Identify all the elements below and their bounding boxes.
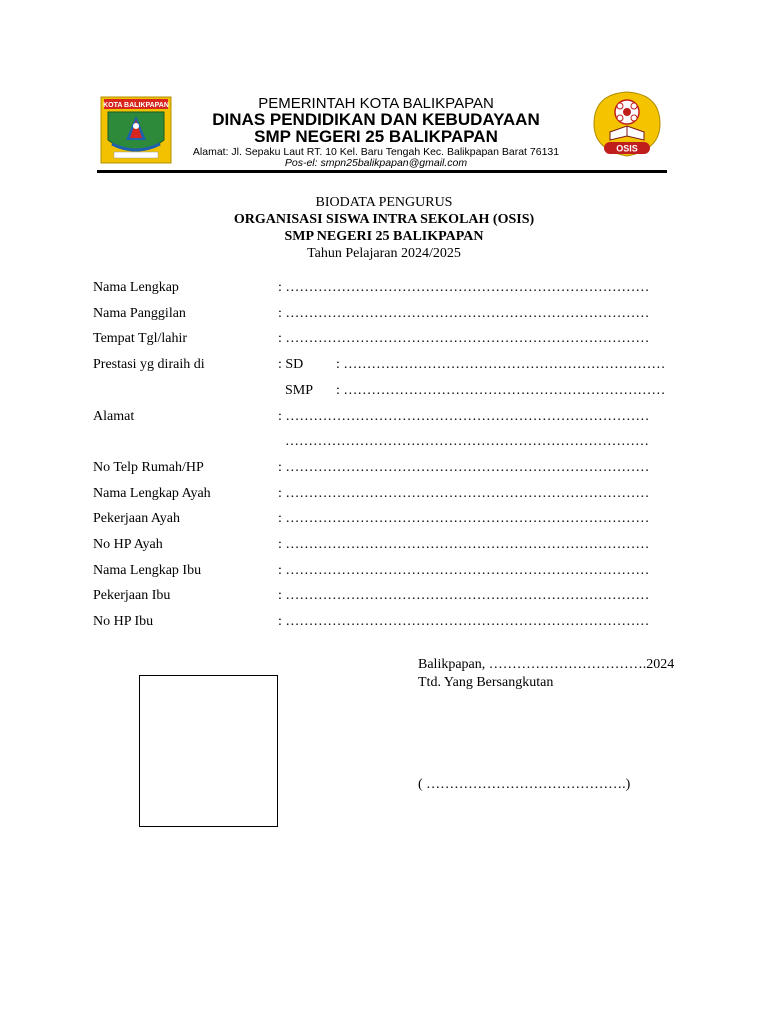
letterhead-email: Pos-el: smpn25balikpapan@gmail.com xyxy=(284,157,468,169)
signature-place-date: Balikpapan, …………………………….2024 xyxy=(418,657,675,672)
field-alamat-line1[interactable]: : …………………………………………………………………… xyxy=(278,409,650,424)
letterhead-department: DINAS PENDIDIKAN DAN KEBUDAYAAN xyxy=(212,110,540,129)
field-no-hp-ayah[interactable]: : …………………………………………………………………… xyxy=(278,537,650,552)
doc-title-line2: ORGANISASI SISWA INTRA SEKOLAH (OSIS) xyxy=(233,212,535,227)
label-no-hp-ayah: No HP Ayah xyxy=(93,537,163,552)
field-no-telp[interactable]: : …………………………………………………………………… xyxy=(278,460,650,475)
field-no-hp-ibu[interactable]: : …………………………………………………………………… xyxy=(278,614,650,629)
doc-title-year: Tahun Pelajaran 2024/2025 xyxy=(307,246,461,261)
doc-title-line1: BIODATA PENGURUS xyxy=(315,195,453,210)
field-nama-ibu[interactable]: : …………………………………………………………………… xyxy=(278,563,650,578)
photo-placeholder-box xyxy=(139,675,278,827)
label-pekerjaan-ayah: Pekerjaan Ayah xyxy=(93,511,180,526)
label-tempat-tgl-lahir: Tempat Tgl/lahir xyxy=(93,331,188,346)
label-prestasi-smp: SMP xyxy=(285,383,314,398)
label-alamat: Alamat xyxy=(93,409,135,424)
label-prestasi: Prestasi yg diraih di xyxy=(93,357,205,372)
osis-logo xyxy=(590,88,664,160)
label-pekerjaan-ibu: Pekerjaan Ibu xyxy=(93,588,171,603)
left-logo-text: KOTA BALIKPAPAN xyxy=(103,102,169,109)
field-prestasi-smp[interactable]: : …………………………………………………………… xyxy=(336,383,666,398)
letterhead-address: Alamat: Jl. Sepaku Laut RT. 10 Kel. Baru Tengah Kec. Balikpapan Barat 76131 xyxy=(192,146,560,158)
field-nama-panggilan[interactable]: : …………………………………………………………………… xyxy=(278,306,650,321)
letterhead-school: SMP NEGERI 25 BALIKPAPAN xyxy=(254,127,498,146)
field-nama-lengkap[interactable]: : …………………………………………………………………… xyxy=(278,280,650,295)
letterhead-divider xyxy=(97,170,667,173)
label-nama-panggilan: Nama Panggilan xyxy=(93,306,186,321)
field-alamat-line2[interactable]: …………………………………………………………………… xyxy=(285,434,649,449)
label-nama-ayah: Nama Lengkap Ayah xyxy=(93,486,211,501)
right-logo-text: OSIS xyxy=(616,143,638,154)
label-prestasi-sd: : SD xyxy=(278,357,304,372)
field-nama-ayah[interactable]: : …………………………………………………………………… xyxy=(278,486,650,501)
city-emblem-logo xyxy=(100,96,172,164)
field-tempat-tgl-lahir[interactable]: : …………………………………………………………………… xyxy=(278,331,650,346)
signature-caption: Ttd. Yang Bersangkutan xyxy=(418,675,554,690)
label-no-telp: No Telp Rumah/HP xyxy=(93,460,204,475)
doc-title-line3: SMP NEGERI 25 BALIKPAPAN xyxy=(284,229,484,244)
label-nama-ibu: Nama Lengkap Ibu xyxy=(93,563,202,578)
field-prestasi-sd[interactable]: : …………………………………………………………… xyxy=(336,357,666,372)
letterhead-government: PEMERINTAH KOTA BALIKPAPAN xyxy=(258,95,494,112)
field-pekerjaan-ibu[interactable]: : …………………………………………………………………… xyxy=(278,588,650,603)
signature-name-blank[interactable]: ( …………………………………….) xyxy=(418,777,631,792)
field-pekerjaan-ayah[interactable]: : …………………………………………………………………… xyxy=(278,511,650,526)
label-nama-lengkap: Nama Lengkap xyxy=(93,280,179,295)
label-no-hp-ibu: No HP Ibu xyxy=(93,614,154,629)
